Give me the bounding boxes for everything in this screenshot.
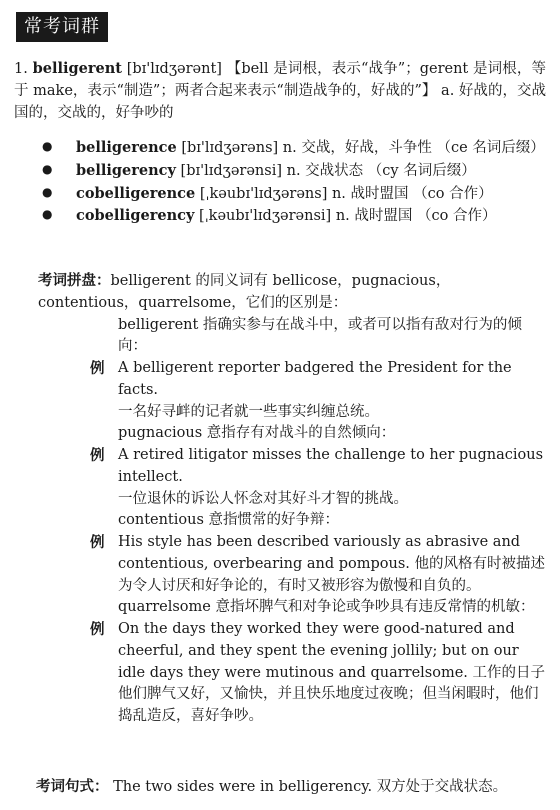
example-en: His style has been described variously as abrasive and contentious, overbearing and pompous. — [118, 534, 521, 572]
derivative-item — [14, 205, 546, 228]
derivatives-list — [14, 137, 546, 228]
derivative-item — [14, 137, 546, 160]
derivative-note: （ce 名词后缀） — [436, 140, 545, 156]
example-zh: 他的风格有时被描述为令人讨厌和好争论的，有时又被形容为傲慢和自负的。 — [118, 555, 546, 594]
entry-definition: a. 好战的，交战国的，交战的，好争吵的 — [14, 82, 546, 121]
analysis-block — [14, 270, 546, 728]
entry-word: belligerent — [32, 60, 122, 77]
derivative-meaning: n. 交战状态 — [286, 162, 364, 179]
analysis-label: 考词拼盘： — [38, 272, 111, 289]
example — [14, 445, 546, 510]
entry-block — [14, 58, 546, 124]
example-text — [118, 619, 546, 728]
section-tag: 常考词群 — [16, 12, 108, 42]
synonym-desc: pugnacious 意指存有对战斗的自然倾向： — [118, 425, 396, 442]
bullet-icon: ● — [42, 139, 53, 153]
example-marker: 例 — [90, 534, 105, 551]
entry-number: 1. — [14, 61, 28, 77]
analysis-intro-line — [14, 270, 546, 315]
derivative-phonetic: [bɪ'lɪdʒərəns] — [181, 140, 279, 156]
example-marker: 例 — [90, 447, 105, 464]
example-marker: 例 — [90, 621, 105, 638]
synonym-desc: contentious 意指惯常的好争辩： — [118, 512, 340, 529]
example-zh: 一名好寻衅的记者就一些事实纠缠总统。 — [118, 403, 379, 420]
entry-phonetic: [bɪ'lɪdʒərənt] — [126, 61, 222, 77]
derivative-note: （cy 名词后缀） — [367, 162, 476, 179]
derivative-word: cobelligerency — [76, 207, 195, 225]
pattern-label: 考词句式： — [36, 778, 109, 795]
bullet-icon: ● — [42, 184, 53, 199]
derivative-meaning: n. 战时盟国 — [335, 208, 413, 225]
derivative-note: （co 合作） — [413, 185, 493, 202]
derivative-note: （co 合作） — [416, 208, 497, 225]
example-zh: 一位退休的诉讼人怀念对其好斗才智的挑战。 — [118, 490, 408, 507]
derivative-meaning: n. 战时盟国 — [331, 185, 409, 202]
bullet-icon: ● — [42, 207, 53, 222]
derivative-phonetic: [bɪ'lɪdʒərənsi] — [180, 162, 283, 179]
example-text — [118, 532, 546, 597]
pattern-en: The two sides were in belligerency. — [113, 779, 373, 795]
example — [14, 358, 546, 423]
bullet-icon: ● — [42, 161, 53, 176]
derivative-word: belligerence — [76, 139, 177, 156]
pattern-zh: 双方处于交战状态。 — [376, 779, 508, 795]
synonym-desc: belligerent 指确实参与在战斗中，或者可以指有敌对行为的倾向： — [118, 316, 522, 355]
example-zh: 工作的日子他们脾气又好，又愉快，并且快乐地度过夜晚；但当闲暇时，他们捣乱造反，喜好争吵。 — [118, 664, 546, 724]
entry-etymology: 【bell 是词根，表示“战争”；gerent 是词根，等于 make，表示“制造”；两者合起来表示“制造战争的，好战的”】 — [14, 61, 547, 99]
derivative-item — [14, 160, 546, 183]
example-en: A belligerent reporter badgered the President for the facts. — [118, 360, 512, 398]
derivative-phonetic: [ˌkəubɪ'lɪdʒərəns] — [199, 185, 328, 202]
example-marker: 例 — [90, 360, 105, 377]
derivative-item — [14, 183, 546, 206]
synonym-desc: quarrelsome 意指坏脾气和对争论或争吵具有违反常情的机敏： — [118, 599, 535, 616]
derivative-word: belligerency — [76, 161, 176, 179]
derivative-meaning: n. 交战，好战，斗争性 — [282, 140, 432, 156]
example-en: A retired litigator misses the challenge to her pugnacious intellect. — [118, 447, 544, 485]
derivative-phonetic: [ˌkəubɪ'lɪdʒərənsi] — [199, 208, 332, 225]
example — [14, 619, 546, 728]
example-en: On the days they worked they were good-natured and cheerful, and they spent the evening jollily; but on our idle days they were mutinous and quarrelsome. — [118, 621, 519, 681]
analysis-intro: belligerent 的同义词有 bellicose，pugnacious，contentious，quarrelsome，它们的区别是： — [38, 273, 451, 311]
derivative-word: cobelligerence — [76, 184, 196, 202]
pattern-block — [36, 776, 546, 799]
example — [14, 532, 546, 597]
entry-paragraph — [14, 58, 546, 124]
